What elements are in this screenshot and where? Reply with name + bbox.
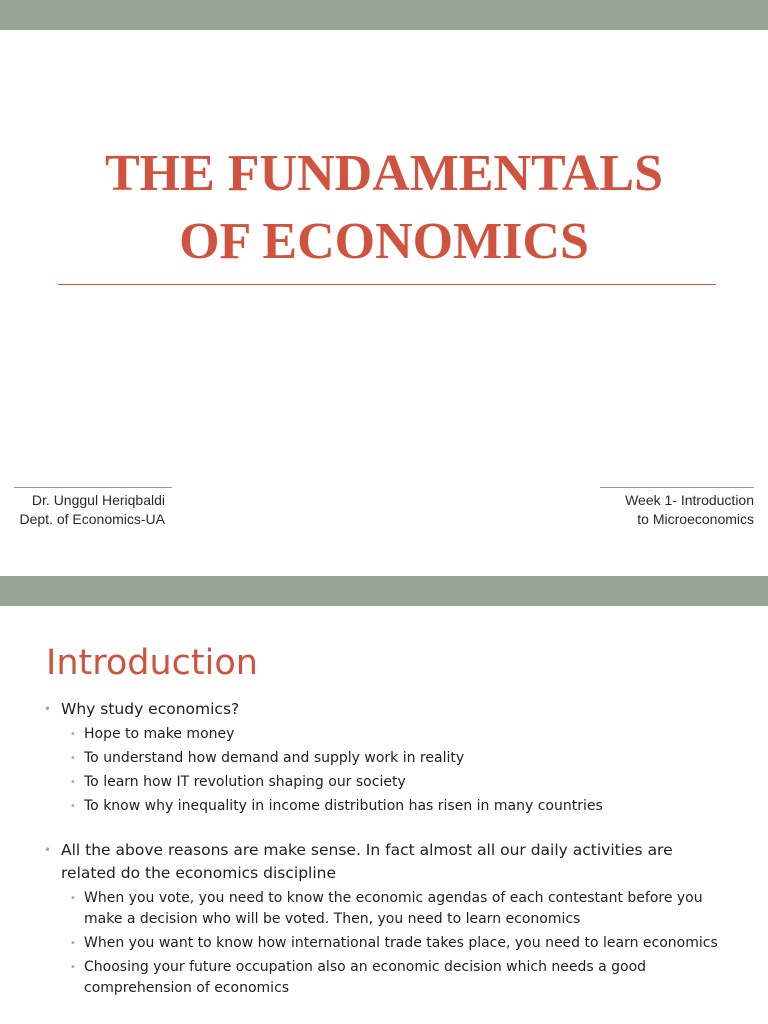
title-line-2: OF ECONOMICS	[179, 213, 589, 270]
slide-title	[0, 140, 768, 276]
bullet-icon: •	[70, 777, 76, 788]
bullet-icon: •	[70, 801, 76, 812]
title-divider	[58, 284, 716, 285]
sub-list-item-text: Choosing your future occupation also an economic decision which needs a good comprehension of economics	[84, 959, 647, 996]
bullet-icon: •	[70, 962, 76, 973]
top-band	[0, 576, 768, 606]
bullet-icon: •	[70, 893, 76, 904]
list-item	[0, 698, 768, 721]
week-divider	[600, 487, 754, 488]
sub-list-item-text: When you vote, you need to know the economic agendas of each contestant before you make a decision who will be voted. Then, you need to learn economics	[84, 890, 703, 927]
sub-list-item	[0, 772, 768, 793]
bullet-icon: •	[44, 843, 52, 857]
list-spacer	[0, 817, 768, 839]
sub-list-item	[0, 796, 768, 817]
sub-list-item-text: When you want to know how international trade takes place, you need to learn economics	[84, 935, 718, 951]
top-band	[0, 0, 768, 30]
bullet-icon: •	[70, 753, 76, 764]
list-item	[0, 839, 768, 885]
week-line-2: to Microeconomics	[637, 511, 754, 527]
author-divider	[14, 487, 172, 488]
sub-list-item-text: Hope to make money	[84, 726, 235, 742]
sub-list-item	[0, 888, 768, 930]
sub-list-item-text: To learn how IT revolution shaping our society	[84, 774, 406, 790]
sub-list-item	[0, 933, 768, 954]
introduction-slide	[0, 576, 768, 1024]
list-item-text: All the above reasons are make sense. In fact almost all our daily activities are related do the economics discipline	[61, 841, 673, 882]
bullet-icon: •	[44, 702, 52, 716]
sub-list-item	[0, 724, 768, 745]
sub-list-item	[0, 957, 768, 999]
bullet-icon: •	[70, 938, 76, 949]
week-block	[625, 491, 754, 529]
week-line-1: Week 1- Introduction	[625, 492, 754, 508]
slide-heading: Introduction	[46, 643, 258, 683]
list-item-text: Why study economics?	[61, 700, 240, 718]
sub-list-item	[0, 748, 768, 769]
title-line-1: THE FUNDAMENTALS	[104, 145, 664, 202]
sub-list-item-text: To understand how demand and supply work in reality	[84, 750, 465, 766]
author-name: Dr. Unggul Heriqbaldi	[31, 492, 165, 508]
sub-list-item-text: To know why inequality in income distribution has risen in many countries	[84, 798, 603, 814]
author-dept: Dept. of Economics-UA	[19, 511, 165, 527]
author-block	[20, 491, 166, 529]
bullet-icon: •	[70, 729, 76, 740]
bullet-list	[0, 698, 768, 999]
